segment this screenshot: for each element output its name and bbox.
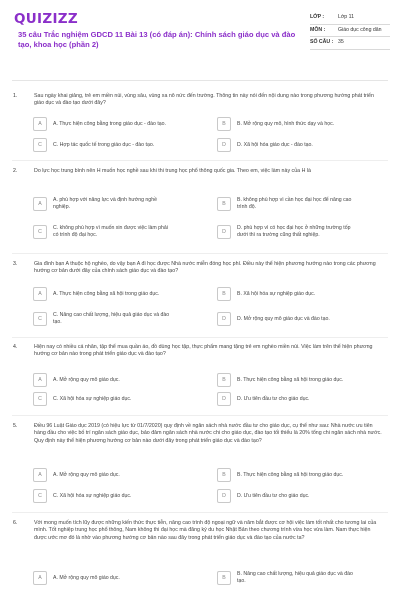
option-c[interactable] bbox=[33, 312, 173, 326]
option-a[interactable] bbox=[33, 117, 173, 131]
option-c[interactable] bbox=[33, 392, 173, 406]
option-letter: A bbox=[33, 571, 47, 585]
option-text: A. Mở rộng quy mô giáo dục. bbox=[53, 471, 120, 478]
option-letter: A bbox=[33, 468, 47, 482]
info-class bbox=[310, 12, 390, 25]
option-text: B. Thực hiện công bằng xã hội trong giáo dục. bbox=[237, 376, 344, 383]
option-letter: D bbox=[217, 392, 231, 406]
option-d[interactable] bbox=[217, 225, 357, 239]
question-number: 3. bbox=[13, 261, 18, 267]
option-text: C. Nâng cao chất lượng, hiệu quả giáo dục và đào tạo. bbox=[53, 312, 170, 325]
option-letter: D bbox=[217, 138, 231, 152]
question-separator bbox=[12, 253, 388, 254]
info-subject-value: Giáo dục công dân bbox=[338, 26, 382, 33]
option-text: D. Ưu tiên đầu tư cho giáo dục. bbox=[237, 492, 310, 499]
option-text: B. Mở rộng quy mô, hình thức dạy và học. bbox=[237, 120, 335, 127]
option-text: D. Mở rộng quy mô giáo dục và đào tạo. bbox=[237, 315, 330, 322]
option-b[interactable] bbox=[217, 197, 357, 211]
option-text: A. phù hợp với năng lực và định hướng nghề nghiệp. bbox=[53, 197, 157, 210]
info-count bbox=[310, 37, 390, 50]
info-class-value: Lớp 11 bbox=[338, 14, 354, 20]
option-letter: C bbox=[33, 225, 47, 239]
question-number: 1. bbox=[13, 93, 18, 99]
option-text: A. Thực hiện công bằng trong giáo dục - đào tạo. bbox=[53, 120, 166, 127]
quizizz-logo: QUIZIZZ bbox=[14, 11, 78, 27]
option-a[interactable] bbox=[33, 287, 173, 301]
option-d[interactable] bbox=[217, 312, 357, 326]
option-text: D. Xã hội hóa giáo dục - đào tạo. bbox=[237, 141, 313, 148]
option-d[interactable] bbox=[217, 138, 357, 152]
option-letter: C bbox=[33, 489, 47, 503]
option-letter: B bbox=[217, 571, 231, 585]
option-text: A. Thực hiện công bằng xã hội trong giáo dục. bbox=[53, 290, 160, 297]
option-text: B. Thực hiện công bằng xã hội trong giáo dục. bbox=[237, 471, 344, 478]
question-text: Với mong muốn tích lũy được những kiến thức thực tiễn, nâng cao trình độ ngoại ngữ và năm bắt được cơ hội việc làm tốt nhất cho tương lai của mình. Tốt nghiệp trung học phổ thông, Nam không thi đại học mà đăng ký du học Nhật Bản theo chương trình vừa học vừa làm. Nam thực hiện được ước mơ đó là nhờ vào phương hướng cơ bản nào sau đây trong phát triển giáo dục và đào tạo của nước ta? bbox=[34, 520, 377, 541]
option-b[interactable] bbox=[217, 373, 357, 387]
option-text: B. không phù hợp vì cần học đại học để nâng cao trình độ. bbox=[237, 197, 352, 210]
option-letter: A bbox=[33, 373, 47, 387]
option-letter: B bbox=[217, 117, 231, 131]
question-text: Điều 96 Luật Giáo dục 2019 (có hiệu lực từ 01/7/2020) quy định về ngân sách nhà nước đầu tư cho giáo dục, cụ thể như sau: Nhà nước ưu tiên hàng đầu cho việc bố trí ngân sách giáo dục, bảo đảm ngân sách nhà nước chi cho giáo dục, đào tạo tối thiểu là 20% tổng chi ngân sách nhà nước. Quy định này thể hiện phương hướng cơ bản nào dưới đây trong phát triển giáo dục và đào tạo? bbox=[34, 423, 382, 444]
option-text: B. Xã hội hóa sự nghiệp giáo dục. bbox=[237, 290, 316, 297]
info-class-label: LỚP : bbox=[310, 14, 325, 20]
question-number: 6. bbox=[13, 520, 18, 526]
option-text: A. Mở rộng quy mô giáo dục. bbox=[53, 574, 120, 581]
option-d[interactable] bbox=[217, 489, 357, 503]
option-letter: D bbox=[217, 489, 231, 503]
option-letter: C bbox=[33, 392, 47, 406]
question-separator bbox=[12, 337, 388, 338]
info-count-label: SỐ CÂU : bbox=[310, 39, 334, 45]
option-letter: C bbox=[33, 138, 47, 152]
option-letter: B bbox=[217, 373, 231, 387]
question-separator bbox=[12, 415, 388, 416]
worksheet-info bbox=[310, 12, 390, 50]
option-a[interactable] bbox=[33, 373, 173, 387]
option-b[interactable] bbox=[217, 117, 357, 131]
question-separator bbox=[12, 160, 388, 161]
option-letter: B bbox=[217, 197, 231, 211]
option-text: D. Ưu tiên đầu tư cho giáo dục. bbox=[237, 395, 310, 402]
option-letter: A bbox=[33, 287, 47, 301]
question-separator bbox=[12, 512, 388, 513]
question-text: Gia đình bạn A thuộc hộ nghèo, do vậy bạn A đi học được Nhà nước miễn đóng học phí. Điều này thể hiện phương hướng nào trong các phương hướng cơ bản dưới đây của chính sách giáo dục và đào tạo? bbox=[34, 261, 376, 275]
option-a[interactable] bbox=[33, 468, 173, 482]
option-b[interactable] bbox=[217, 571, 357, 585]
option-text: D. phù hợp vì có học đại học ở những trường tốp dưới thì ra trường cũng thất nghiệp. bbox=[237, 225, 351, 238]
option-letter: B bbox=[217, 287, 231, 301]
info-subject bbox=[310, 25, 390, 38]
option-letter: D bbox=[217, 225, 231, 239]
option-d[interactable] bbox=[217, 392, 357, 406]
info-count-value: 35 bbox=[338, 39, 344, 45]
option-c[interactable] bbox=[33, 489, 173, 503]
option-letter: D bbox=[217, 312, 231, 326]
question-number: 2. bbox=[13, 168, 18, 174]
option-letter: A bbox=[33, 117, 47, 131]
question-number: 4. bbox=[13, 344, 18, 350]
option-b[interactable] bbox=[217, 287, 357, 301]
option-letter: B bbox=[217, 468, 231, 482]
option-letter: A bbox=[33, 197, 47, 211]
option-b[interactable] bbox=[217, 468, 357, 482]
option-text: C. Hợp tác quốc tế trong giáo dục - đào tạo. bbox=[53, 141, 155, 148]
option-text: B. Nâng cao chất lượng, hiệu quả giáo dục và đào tạo. bbox=[237, 571, 353, 584]
option-c[interactable] bbox=[33, 225, 173, 239]
question-text: Do lực học trung bình nên H muốn học nghề sau khi thi trung học phổ thông quốc gia. Theo em, việc làm này của H là bbox=[34, 168, 311, 174]
option-letter: C bbox=[33, 312, 47, 326]
header-divider bbox=[12, 80, 388, 81]
option-text: C. Xã hội hóa sự nghiệp giáo dục. bbox=[53, 395, 132, 402]
option-a[interactable] bbox=[33, 571, 173, 585]
option-c[interactable] bbox=[33, 138, 173, 152]
question-number: 5. bbox=[13, 423, 18, 429]
option-text: C. không phù hợp vì muốn xin được việc làm phải có trình độ đại học. bbox=[53, 225, 168, 238]
option-text: A. Mở rộng quy mô giáo dục. bbox=[53, 376, 120, 383]
worksheet-title: 35 câu Trắc nghiệm GDCD 11 Bài 13 (có đáp án): Chính sách giáo dục và đào tạo, khoa học (phần 2) bbox=[18, 30, 296, 49]
option-text: C. Xã hội hóa sự nghiệp giáo dục. bbox=[53, 492, 132, 499]
worksheet-header bbox=[0, 0, 400, 70]
info-subject-label: MÔN : bbox=[310, 26, 326, 33]
question-text: Hiện nay có nhiều cá nhân, tập thể mua quần áo, đồ dùng học tập, thực phẩm mang tặng trẻ em nghèo miền núi. Việc làm trên thể hiện phương hướng cơ bản nào trong phát triển giáo dục và đào tạo? bbox=[34, 344, 373, 358]
option-a[interactable] bbox=[33, 197, 173, 211]
question-text: Sau ngày khai giảng, trẻ em miền núi, vùng sâu, vùng xa nô nức đến trường. Thông tin này nói đến nội dung nào trong phương hướng phát triển giáo dục và đào tạo dưới đây? bbox=[34, 93, 374, 107]
